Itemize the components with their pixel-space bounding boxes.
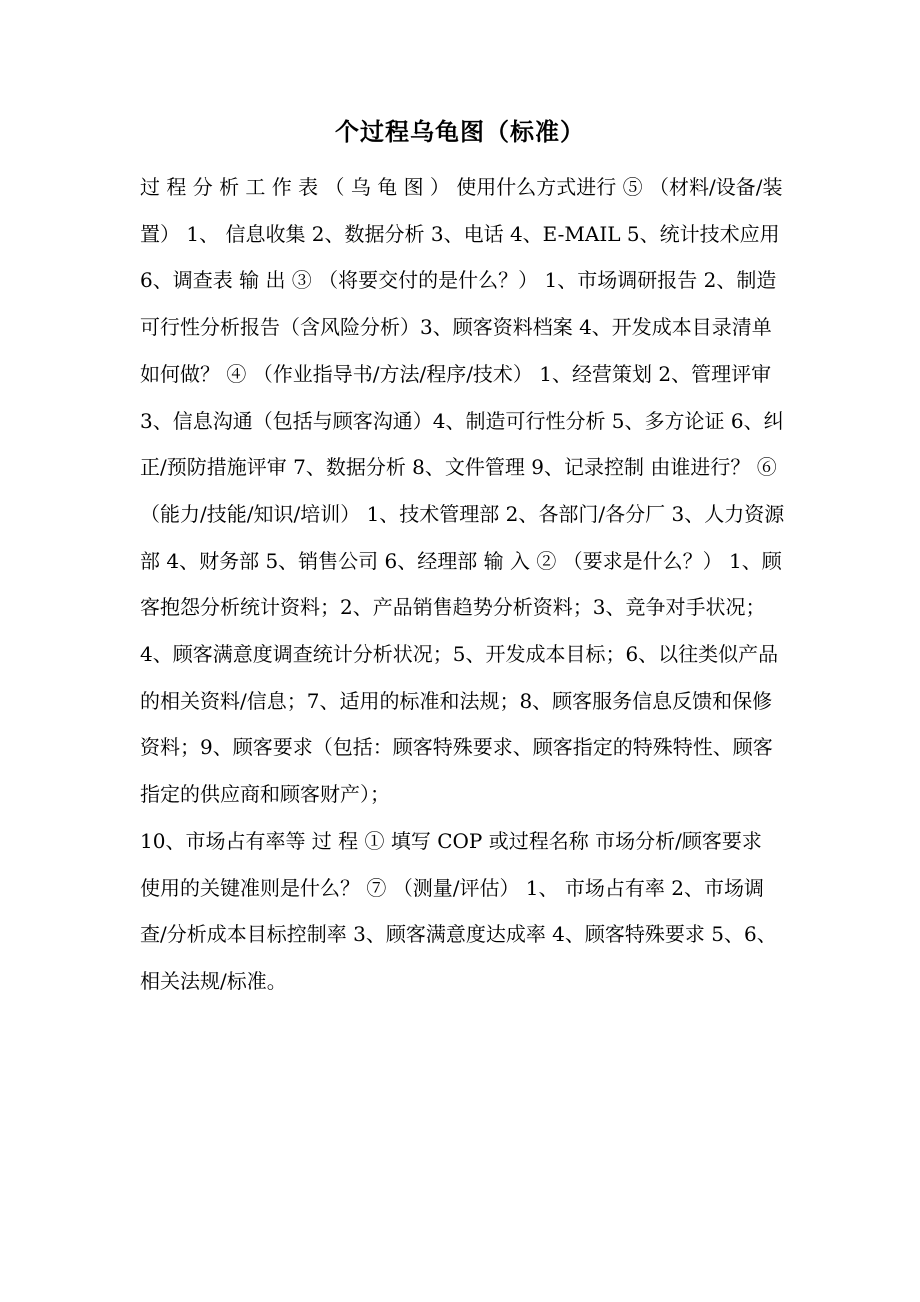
document-title: 个过程乌龟图（标准）	[335, 117, 585, 146]
document-body: 过 程 分 析 工 作 表 （ 乌 龟 图 ） 使用什么方式进行 ⑤ （材料/设备/装置） 1、 信息收集 2、数据分析 3、电话 4、E-MAIL 5、统计技术应用 6、调查表 输 出 ③ （将要交付的是什么？） 1、市场调研报告 2、制造可行性分析报告（含风险分析）3、顾客资料档案 4、开发成本目录清单 如何做？ ④ （作业指导书/方法/程序/技术） 1、经营策划 2、管理评审 3、信息沟通（包括与顾客沟通）4、制造可行性分析 5、多方论证 6、纠正/预防措施评审 7、数据分析 8、文件管理 9、记录控制 由谁进行？ ⑥ （能力/技能/知识/培训） 1、技术管理部 2、各部门/各分厂 3、人力资源部 4、财务部 5、销售公司 6、经理部 输 入 ② （要求是什么？） 1、顾客抱怨分析统计资料；2、产品销售趋势分析资料；3、竞争对手状况；4、顾客满意度调查统计分析状况；5、开发成本目标；6、以往类似产品的相关资料/信息；7、适用的标准和法规；8、顾客服务信息反馈和保修资料；9、顾客要求（包括：顾客特殊要求、顾客指定的特殊特性、顾客指定的供应商和顾客财产）； 10、市场占有率等 过 程 ① 填写 COP 或过程名称 市场分析/顾客要求 使用的关键准则是什么？ ⑦ （测量/评估） 1、 市场占有率 2、市场调查/分析成本目标控制率 3、顾客满意度达成率 4、顾客特殊要求 5、6、相关法规/标准。	[140, 175, 785, 993]
